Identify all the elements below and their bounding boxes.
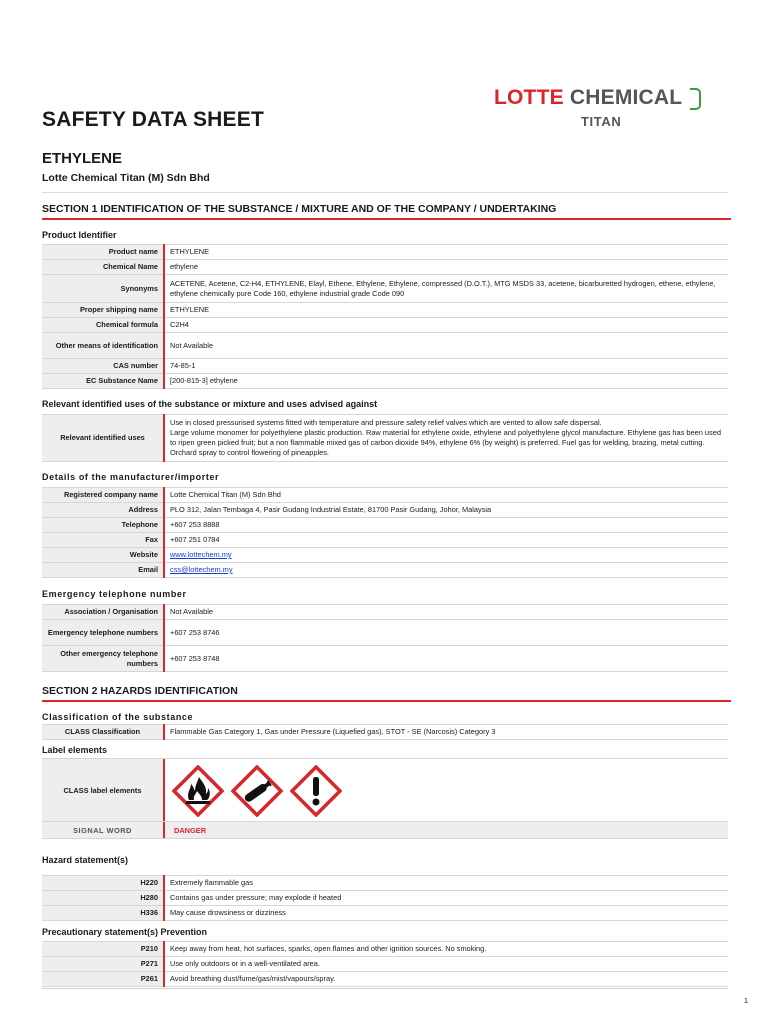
- row-label: Telephone: [42, 518, 164, 533]
- table-row: [42, 303, 728, 318]
- row-label: Other emergency telephone numbers: [42, 646, 164, 672]
- row-value: Extremely flammable gas: [164, 876, 728, 891]
- classification-table: [42, 724, 728, 740]
- product-identifier-heading: Product Identifier: [42, 230, 117, 240]
- row-label: Association / Organisation: [42, 605, 164, 620]
- row-value: May cause drowsiness or dizziness: [164, 906, 728, 921]
- row-label: P261: [42, 972, 164, 987]
- row-value: ETHYLENE: [164, 245, 728, 260]
- row-value: PLO 312, Jalan Tembaga 4, Pasir Gudang Industrial Estate, 81700 Pasir Gudang, Johor, Malaysia: [164, 503, 728, 518]
- table-row: [42, 318, 728, 333]
- manufacturer-table: [42, 487, 728, 578]
- logo-mark-icon: [690, 88, 701, 110]
- row-value: Avoid breathing dust/fume/gas/mist/vapours/spray.: [164, 972, 728, 987]
- flame-icon: [172, 765, 224, 817]
- logo-text-titan: TITAN: [581, 114, 622, 129]
- signal-word-label: SIGNAL WORD: [42, 822, 165, 838]
- row-value: Lotte Chemical Titan (M) Sdn Bhd: [164, 488, 728, 503]
- divider: [42, 192, 728, 193]
- table-row: [42, 620, 728, 646]
- label-elements-row: [42, 758, 728, 822]
- row-label: CLASS label elements: [42, 759, 165, 821]
- row-label: Proper shipping name: [42, 303, 164, 318]
- table-row: [42, 548, 728, 563]
- table-row: [42, 563, 728, 578]
- table-row: [42, 260, 728, 275]
- section-1-rule: [42, 218, 731, 220]
- table-row: [42, 957, 728, 972]
- table-row: [42, 503, 728, 518]
- row-value: 74-85-1: [164, 359, 728, 374]
- table-row: [42, 518, 728, 533]
- manufacturer-heading: Details of the manufacturer/importer: [42, 472, 220, 482]
- row-value: +607 253 8748: [164, 646, 728, 672]
- row-value: ACETENE, Acetene, C2-H4, ETHYLENE, Elayl, Ethene, Ethylene, Ethylene, compressed (D.O.T.), MTG MSDS 33, acetene, bicarburetted hydrogen, ethene, ethylene, ethylene chemically pure Code 160, ethylene industrial grade Code 090: [164, 275, 728, 303]
- row-label: Relevant identified uses: [42, 415, 164, 462]
- product-identifier-table: [42, 244, 728, 389]
- section-2-title: SECTION 2 HAZARDS IDENTIFICATION: [42, 685, 238, 697]
- uses-line-1: Use in closed pressurised systems fitted with temperature and pressure safety relief valves which are vented to allow safe dispersal.: [170, 418, 602, 427]
- row-value: +607 251 0784: [164, 533, 728, 548]
- row-label: Chemical Name: [42, 260, 164, 275]
- row-label: Fax: [42, 533, 164, 548]
- table-row: [42, 415, 728, 462]
- company-name: Lotte Chemical Titan (M) Sdn Bhd: [42, 172, 210, 184]
- table-row: [42, 333, 728, 359]
- table-row: [42, 876, 728, 891]
- page-number: 1: [743, 996, 748, 1005]
- table-row: [42, 972, 728, 987]
- table-row: [42, 488, 728, 503]
- label-elements-heading: Label elements: [42, 745, 108, 755]
- hazard-statements-heading: Hazard statement(s): [42, 855, 129, 865]
- row-label: H220: [42, 876, 164, 891]
- row-label: Synonyms: [42, 275, 164, 303]
- row-value: ethylene: [164, 260, 728, 275]
- row-label: Other means of identification: [42, 333, 164, 359]
- table-row: [42, 275, 728, 303]
- row-label: Website: [42, 548, 164, 563]
- row-value: C2H4: [164, 318, 728, 333]
- row-label: P210: [42, 942, 164, 957]
- row-value: Use only outdoors or in a well-ventilated area.: [164, 957, 728, 972]
- table-row: [42, 533, 728, 548]
- gas-cylinder-icon: [231, 765, 283, 817]
- row-value: Not Available: [164, 333, 728, 359]
- hazard-statements-table: [42, 875, 728, 921]
- precautionary-heading: Precautionary statement(s) Prevention: [42, 927, 208, 937]
- precautionary-table: [42, 941, 728, 987]
- table-row: [42, 906, 728, 921]
- row-label: CLASS Classification: [42, 725, 164, 740]
- table-row: [42, 359, 728, 374]
- classification-heading: Classification of the substance: [42, 712, 194, 722]
- table-row: [42, 725, 728, 740]
- row-label: Address: [42, 503, 164, 518]
- row-value: ETHYLENE: [164, 303, 728, 318]
- row-label: H336: [42, 906, 164, 921]
- table-row: [42, 245, 728, 260]
- document-title: SAFETY DATA SHEET: [42, 108, 264, 131]
- row-value: Flammable Gas Category 1, Gas under Pressure (Liquefied gas), STOT - SE (Narcosis) Category 3: [164, 725, 728, 740]
- row-label: P271: [42, 957, 164, 972]
- uses-line-2: Large volume monomer for polyethylene plastic production. Raw material for ethylene oxide, ethylene and polyethylene glycol manufacture. Ethylene gas has been used to ripen green picked fruit; but a non flammable mixed gas of carbon dioxide 94%, ethylene 6% (by weight) is preferred. Fuel gas for welding, brazing, metal cutting. Orchard spray to control flowering of pineapples.: [170, 428, 721, 457]
- email-link[interactable]: css@lottechem.my: [170, 565, 233, 574]
- row-label: H280: [42, 891, 164, 906]
- row-label: Product name: [42, 245, 164, 260]
- website-link[interactable]: www.lottechem.my: [170, 550, 232, 559]
- row-label: Email: [42, 563, 164, 578]
- product-title: ETHYLENE: [42, 150, 123, 167]
- table-row: [42, 605, 728, 620]
- row-value: Contains gas under pressure; may explode if heated: [164, 891, 728, 906]
- row-label: Emergency telephone numbers: [42, 620, 164, 646]
- emergency-heading: Emergency telephone number: [42, 589, 187, 599]
- row-label: CAS number: [42, 359, 164, 374]
- emergency-table: [42, 604, 728, 672]
- signal-word-value: DANGER: [174, 826, 207, 835]
- row-value: [200-815-3] ethylene: [164, 374, 728, 389]
- row-value: Keep away from heat, hot surfaces, sparks, open flames and other ignition sources. No smoking.: [164, 942, 728, 957]
- row-label: EC Substance Name: [42, 374, 164, 389]
- row-value: +607 253 8746: [164, 620, 728, 646]
- table-row: [42, 374, 728, 389]
- uses-heading: Relevant identified uses of the substance or mixture and uses advised against: [42, 399, 378, 409]
- row-label: Chemical formula: [42, 318, 164, 333]
- lotte-chemical-logo: [494, 86, 708, 132]
- row-value: Not Available: [164, 605, 728, 620]
- logo-text-chemical: CHEMICAL: [569, 86, 683, 109]
- signal-word-row: [42, 822, 728, 839]
- exclamation-icon: [290, 765, 342, 817]
- section-1-title: SECTION 1 IDENTIFICATION OF THE SUBSTANCE / MIXTURE AND OF THE COMPANY / UNDERTAKING: [42, 203, 557, 215]
- row-label: Registered company name: [42, 488, 164, 503]
- table-row: [42, 646, 728, 672]
- uses-table: [42, 414, 728, 462]
- section-2-rule: [42, 700, 731, 702]
- table-row: [42, 891, 728, 906]
- footer-rule: [42, 988, 728, 989]
- table-row: [42, 942, 728, 957]
- logo-text-lotte: LOTTE: [494, 86, 564, 109]
- row-value: +607 253 8888: [164, 518, 728, 533]
